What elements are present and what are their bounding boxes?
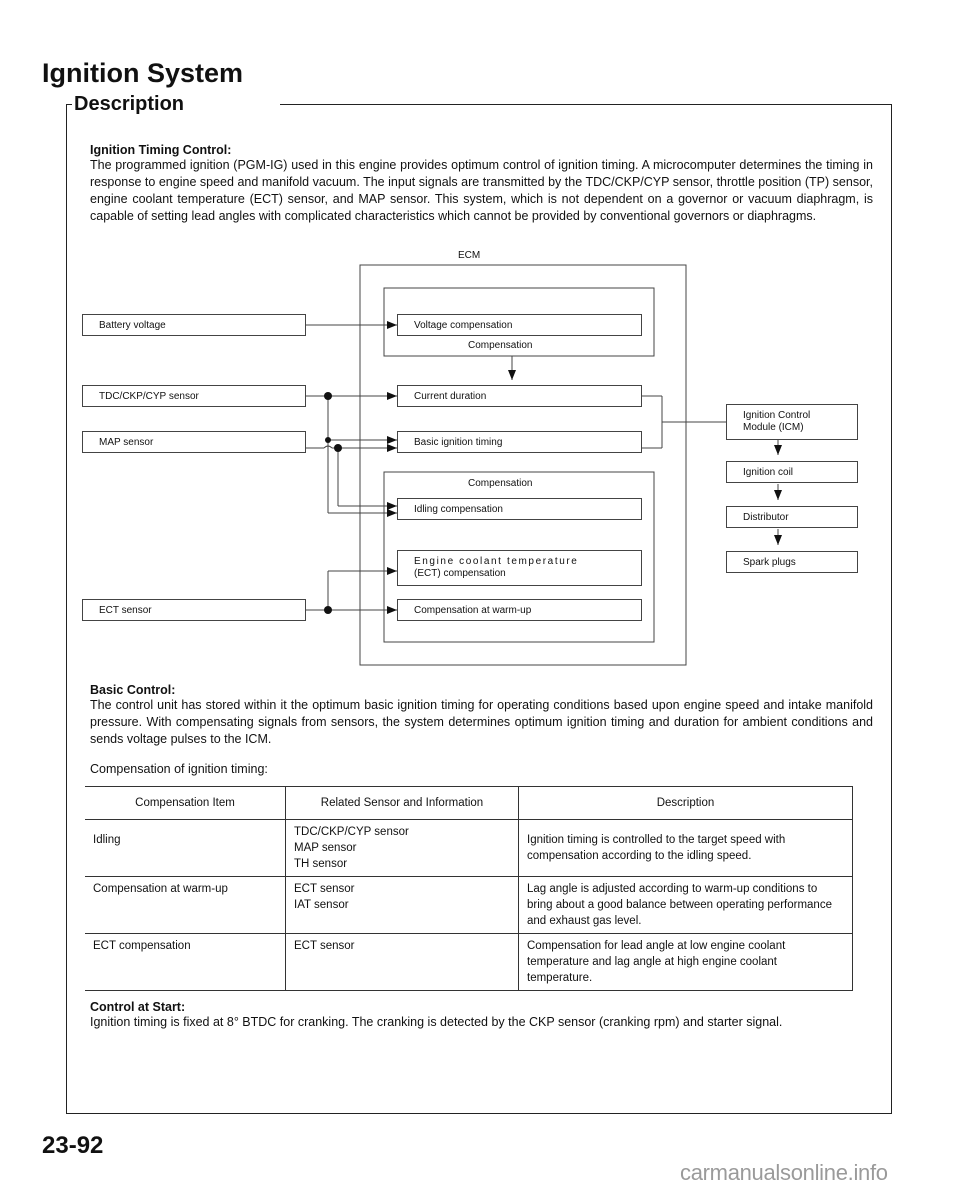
sensor-line: ECT sensor bbox=[294, 883, 355, 895]
current-duration-box bbox=[397, 385, 642, 407]
idling-compensation-box bbox=[397, 498, 642, 520]
cell-description: Compensation for lead angle at low engine coolant temperature and lag angle at high engine coolant temperature. bbox=[519, 934, 853, 991]
column-header: Compensation Item bbox=[85, 787, 286, 820]
sensor-line: ECT sensor bbox=[294, 940, 355, 952]
control-at-start-section bbox=[90, 1000, 873, 1031]
compensation-label-bottom: Compensation bbox=[468, 478, 533, 489]
cell-item: Idling bbox=[85, 820, 286, 877]
table-header-row bbox=[85, 787, 853, 820]
page-title: Ignition System bbox=[42, 58, 244, 88]
icm-label-line1: Ignition Control bbox=[743, 410, 811, 421]
warmup-compensation-box bbox=[397, 599, 642, 621]
distributor-box bbox=[726, 506, 858, 528]
ect-compensation-label-line2: (ECT) compensation bbox=[414, 568, 506, 579]
ect-sensor-box bbox=[82, 599, 306, 621]
cell-description: Lag angle is adjusted according to warm-up conditions to bring about a good balance between operating performance and exhaust gas level. bbox=[519, 877, 853, 934]
cell-sensors bbox=[286, 934, 519, 991]
column-header: Description bbox=[519, 787, 853, 820]
ignition-block-diagram bbox=[66, 250, 896, 670]
sensor-line: IAT sensor bbox=[294, 899, 349, 911]
compensation-table bbox=[85, 786, 853, 991]
cell-sensors bbox=[286, 877, 519, 934]
ignition-timing-control-section bbox=[90, 143, 873, 225]
column-header: Related Sensor and Information bbox=[286, 787, 519, 820]
spark-plugs-box bbox=[726, 551, 858, 573]
table-row bbox=[85, 877, 853, 934]
ect-sensor-label: ECT sensor bbox=[99, 604, 152, 616]
ignition-coil-label: Ignition coil bbox=[743, 466, 794, 478]
tdc-ckp-cyp-sensor-box bbox=[82, 385, 306, 407]
battery-voltage-label: Battery voltage bbox=[99, 319, 166, 331]
basic-control-section bbox=[90, 683, 873, 776]
cell-sensors bbox=[286, 820, 519, 877]
cell-item: ECT compensation bbox=[85, 934, 286, 991]
ignition-coil-box bbox=[726, 461, 858, 483]
ecm-label: ECM bbox=[458, 250, 481, 261]
control-at-start-body: Ignition timing is fixed at 8° BTDC for cranking. The cranking is detected by the CKP sensor (cranking rpm) and starter signal. bbox=[90, 1015, 783, 1029]
icm-label-line2: Module (ICM) bbox=[743, 422, 804, 433]
idling-compensation-label: Idling compensation bbox=[414, 503, 503, 515]
ignition-timing-control-heading: Ignition Timing Control: bbox=[90, 143, 232, 157]
basic-control-body: The control unit has stored within it the optimum basic ignition timing for operating conditions based upon engine speed and intake manifold pressure. With compensating signals from sensors, the system determines optimum ignition timing and duration for ambient conditions and sends voltage pulses to the ICM. bbox=[90, 698, 873, 746]
section-title: Description bbox=[72, 93, 192, 116]
voltage-compensation-box bbox=[397, 314, 642, 336]
current-duration-label: Current duration bbox=[414, 390, 487, 402]
basic-ignition-timing-box bbox=[397, 431, 642, 453]
distributor-label: Distributor bbox=[743, 511, 789, 523]
sensor-line: MAP sensor bbox=[294, 842, 357, 854]
sensor-line: TH sensor bbox=[294, 858, 348, 870]
page-number: 23-92 bbox=[42, 1132, 104, 1159]
watermark: carmanualsonline.info bbox=[680, 1160, 888, 1185]
spark-plugs-label: Spark plugs bbox=[743, 556, 796, 568]
ect-compensation-label-line1: Engine coolant temperature bbox=[414, 556, 579, 567]
icm-box bbox=[726, 404, 858, 440]
battery-voltage-box bbox=[82, 314, 306, 336]
ect-compensation-box bbox=[397, 550, 642, 586]
basic-ignition-timing-label: Basic ignition timing bbox=[414, 436, 503, 448]
map-sensor-box bbox=[82, 431, 306, 453]
tdc-ckp-cyp-sensor-label: TDC/CKP/CYP sensor bbox=[99, 390, 199, 402]
ignition-timing-control-body: The programmed ignition (PGM-IG) used in this engine provides optimum control of ignition timing. A microcomputer determines the timing in response to engine speed and manifold vacuum. The input signals are transmitted by the TDC/CKP/CYP sensor, throttle position (TP) sensor, engine coolant temperature (ECT) sensor, and MAP sensor. This system, which is not dependent on a governor or vacuum diaphragm, is capable of setting lead angles with complicated characteristics which cannot be provided by conventional governors or diaphragms. bbox=[90, 158, 873, 223]
sensor-line: TDC/CKP/CYP sensor bbox=[294, 826, 409, 838]
cell-item: Compensation at warm-up bbox=[85, 877, 286, 934]
table-row bbox=[85, 934, 853, 991]
voltage-compensation-label: Voltage compensation bbox=[414, 319, 513, 331]
map-sensor-label: MAP sensor bbox=[99, 436, 154, 448]
compensation-label-top: Compensation bbox=[468, 340, 533, 351]
warmup-compensation-label: Compensation at warm-up bbox=[414, 604, 532, 616]
control-at-start-heading: Control at Start: bbox=[90, 1000, 186, 1014]
compensation-table-intro: Compensation of ignition timing: bbox=[90, 762, 268, 776]
cell-description: Ignition timing is controlled to the target speed with compensation according to the idling speed. bbox=[519, 820, 853, 877]
basic-control-heading: Basic Control: bbox=[90, 683, 176, 697]
table-row bbox=[85, 820, 853, 877]
